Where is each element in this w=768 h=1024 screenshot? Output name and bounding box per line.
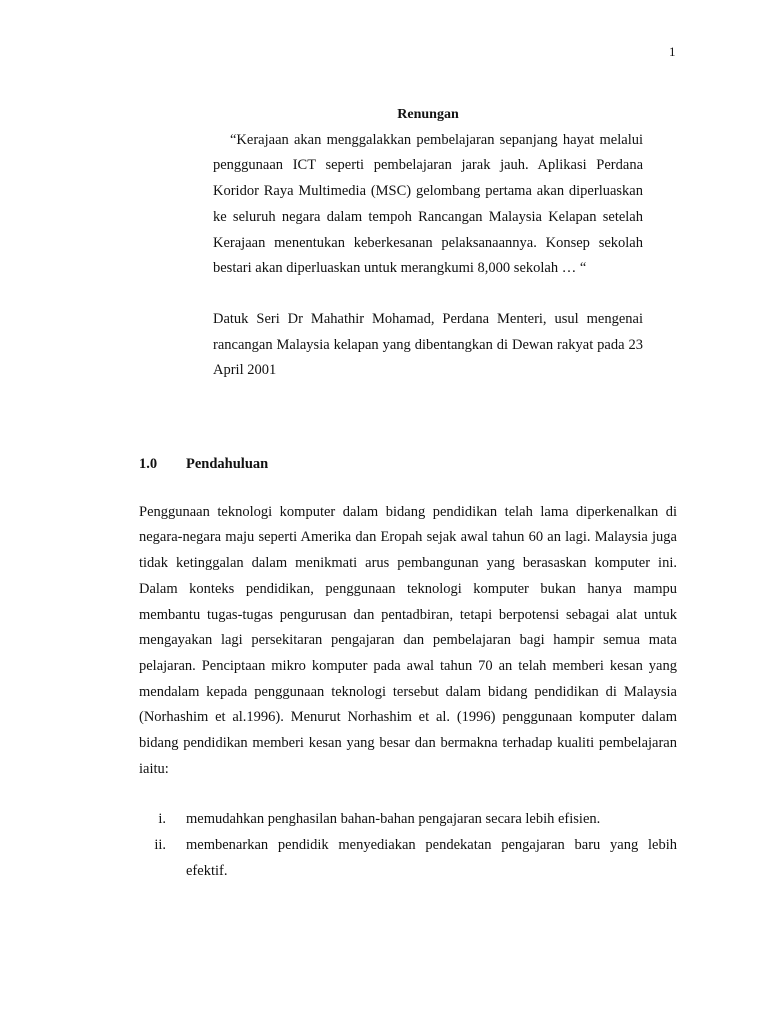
reflection-title: Renungan (397, 107, 459, 122)
list-item-text: memudahkan penghasilan bahan-bahan pengajaran secara lebih efisien. (186, 811, 601, 828)
list-marker: i. (158, 811, 166, 828)
section-number: 1.0 (139, 456, 158, 472)
section-heading (139, 452, 677, 478)
list-item-text: membenarkan pendidik menyediakan pendekatan pengajaran baru yang lebih efektif. (186, 837, 677, 879)
section-title: Pendahuluan (186, 456, 269, 472)
list-item (139, 833, 677, 884)
section-body: Penggunaan teknologi komputer dalam bidang pendidikan telah lama diperkenalkan di negara-negara maju seperti Amerika dan Eropah sejak awal tahun 60 an lagi. Malaysia juga tidak ketinggalan dalam menikmati arus pembangunan yang berasaskan komputer ini. Dalam konteks pendidikan, penggunaan teknologi komputer bukan hanya mampu membantu tugas-tugas pengurusan dan pentadbiran, tetapi berpotensi sebagai alat untuk mengayakan lagi persekitaran pengajaran dan pembelajaran bagi hampir semua mata pelajaran. Penciptaan mikro komputer pada awal tahun 70 an telah memberi kesan yang mendalam kepada penggunaan teknologi tersebut dalam bidang pendidikan di Malaysia (Norhashim et al.1996). Menurut Norhashim et al. (1996) penggunaan komputer dalam bidang pendidikan memberi kesan yang besar dan bermakna terhadap kualiti pembelajaran iaitu: (139, 503, 677, 777)
reflection-block (213, 102, 643, 384)
reflection-attribution: Datuk Seri Dr Mahathir Mohamad, Perdana Menteri, usul mengenai rancangan Malaysia kelapan yang dibentangkan di Dewan rakyat pada 23 April 2001 (213, 310, 643, 379)
reflection-quote: “Kerajaan akan menggalakkan pembelajaran sepanjang hayat melalui penggunaan ICT seperti pembelajaran jarak jauh. Aplikasi Perdana Koridor Raya Multimedia (MSC) gelombang pertama akan diperluaskan ke seluruh negara dalam tempoh Rancangan Malaysia Kelapan setelah Kerajaan menentukan keberkesanan pelaksanaannya. Konsep sekolah bestari akan diperluaskan untuk merangkumi 8,000 sekolah … “ (213, 131, 643, 277)
list-item (139, 807, 677, 833)
introduction-section (139, 452, 677, 885)
benefit-list (139, 807, 677, 884)
page-number: 1 (669, 44, 676, 59)
list-marker: ii. (154, 837, 166, 854)
